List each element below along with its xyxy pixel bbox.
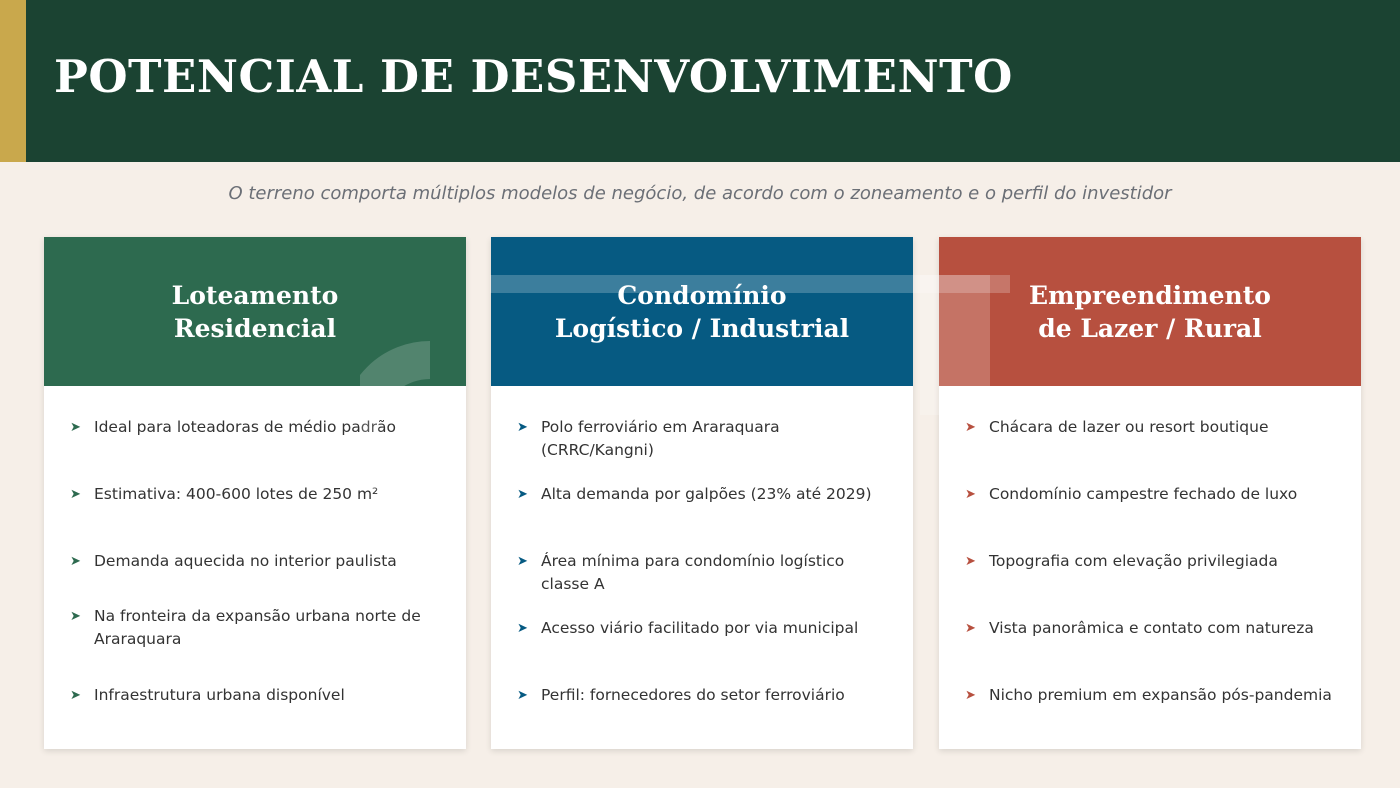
list-item-text: Acesso viário facilitado por via municipal	[541, 619, 859, 637]
list-item	[965, 550, 1341, 573]
list-item	[965, 684, 1341, 707]
list-item-text: Condomínio campestre fechado de luxo	[989, 485, 1298, 503]
card-title: Empreendimento de Lazer / Rural	[1029, 280, 1271, 343]
page-title: POTENCIAL DE DESENVOLVIMENTO	[54, 50, 1013, 103]
list-item	[517, 684, 893, 707]
chevron-right-icon: ➤	[70, 420, 81, 435]
card-list	[44, 386, 466, 749]
chevron-right-icon: ➤	[70, 688, 81, 703]
card-empreendimento-lazer	[939, 237, 1361, 749]
list-item	[70, 550, 446, 573]
chevron-right-icon: ➤	[517, 420, 528, 435]
chevron-right-icon: ➤	[70, 609, 81, 624]
list-item-text: Topografia com elevação privilegiada	[989, 552, 1278, 570]
list-item-text: Área mínima para condomínio logístico classe A	[541, 552, 845, 593]
card-header	[939, 237, 1361, 386]
card-list	[939, 386, 1361, 749]
list-item	[70, 483, 446, 506]
card-list	[491, 386, 913, 749]
chevron-right-icon: ➤	[517, 688, 528, 703]
chevron-right-icon: ➤	[70, 554, 81, 569]
list-item	[965, 617, 1341, 640]
card-header	[491, 237, 913, 386]
list-item-text: Demanda aquecida no interior paulista	[94, 552, 397, 570]
card-title: Loteamento Residencial	[171, 280, 339, 343]
list-item-text: Vista panorâmica e contato com natureza	[989, 619, 1314, 637]
card-title: Condomínio Logístico / Industrial	[554, 280, 850, 343]
chevron-right-icon: ➤	[517, 621, 528, 636]
list-item-text: Alta demanda por galpões (23% até 2029)	[541, 485, 872, 503]
page-subtitle: O terreno comporta múltiplos modelos de negócio, de acordo com o zoneamento e o perfil do investidor	[228, 183, 1172, 204]
list-item-text: Nicho premium em expansão pós-pandemia	[989, 686, 1332, 704]
list-item	[70, 684, 446, 707]
chevron-right-icon: ➤	[965, 554, 976, 569]
chevron-right-icon: ➤	[965, 420, 976, 435]
list-item-text: Perfil: fornecedores do setor ferroviário	[541, 686, 845, 704]
list-item	[517, 416, 893, 462]
list-item-text: Na fronteira da expansão urbana norte de Araraquara	[94, 607, 421, 648]
card-header	[44, 237, 466, 386]
list-item	[965, 416, 1341, 439]
list-item-text: Chácara de lazer ou resort boutique	[989, 418, 1269, 436]
header-accent-stripe	[0, 0, 26, 162]
chevron-right-icon: ➤	[965, 688, 976, 703]
list-item	[965, 483, 1341, 506]
card-condominio-logistico	[491, 237, 913, 749]
list-item	[517, 550, 893, 596]
list-item-text: Ideal para loteadoras de médio padrão	[94, 418, 396, 436]
list-item-text: Polo ferroviário em Araraquara (CRRC/Kangni)	[541, 418, 780, 459]
chevron-right-icon: ➤	[517, 554, 528, 569]
list-item	[70, 416, 446, 439]
list-item-text: Estimativa: 400-600 lotes de 250 m²	[94, 485, 379, 503]
chevron-right-icon: ➤	[965, 487, 976, 502]
list-item	[70, 605, 426, 651]
chevron-right-icon: ➤	[70, 487, 81, 502]
card-loteamento-residencial	[44, 237, 466, 749]
list-item	[517, 483, 893, 506]
chevron-right-icon: ➤	[517, 487, 528, 502]
list-item-text: Infraestrutura urbana disponível	[94, 686, 345, 704]
chevron-right-icon: ➤	[965, 621, 976, 636]
list-item	[517, 617, 893, 640]
